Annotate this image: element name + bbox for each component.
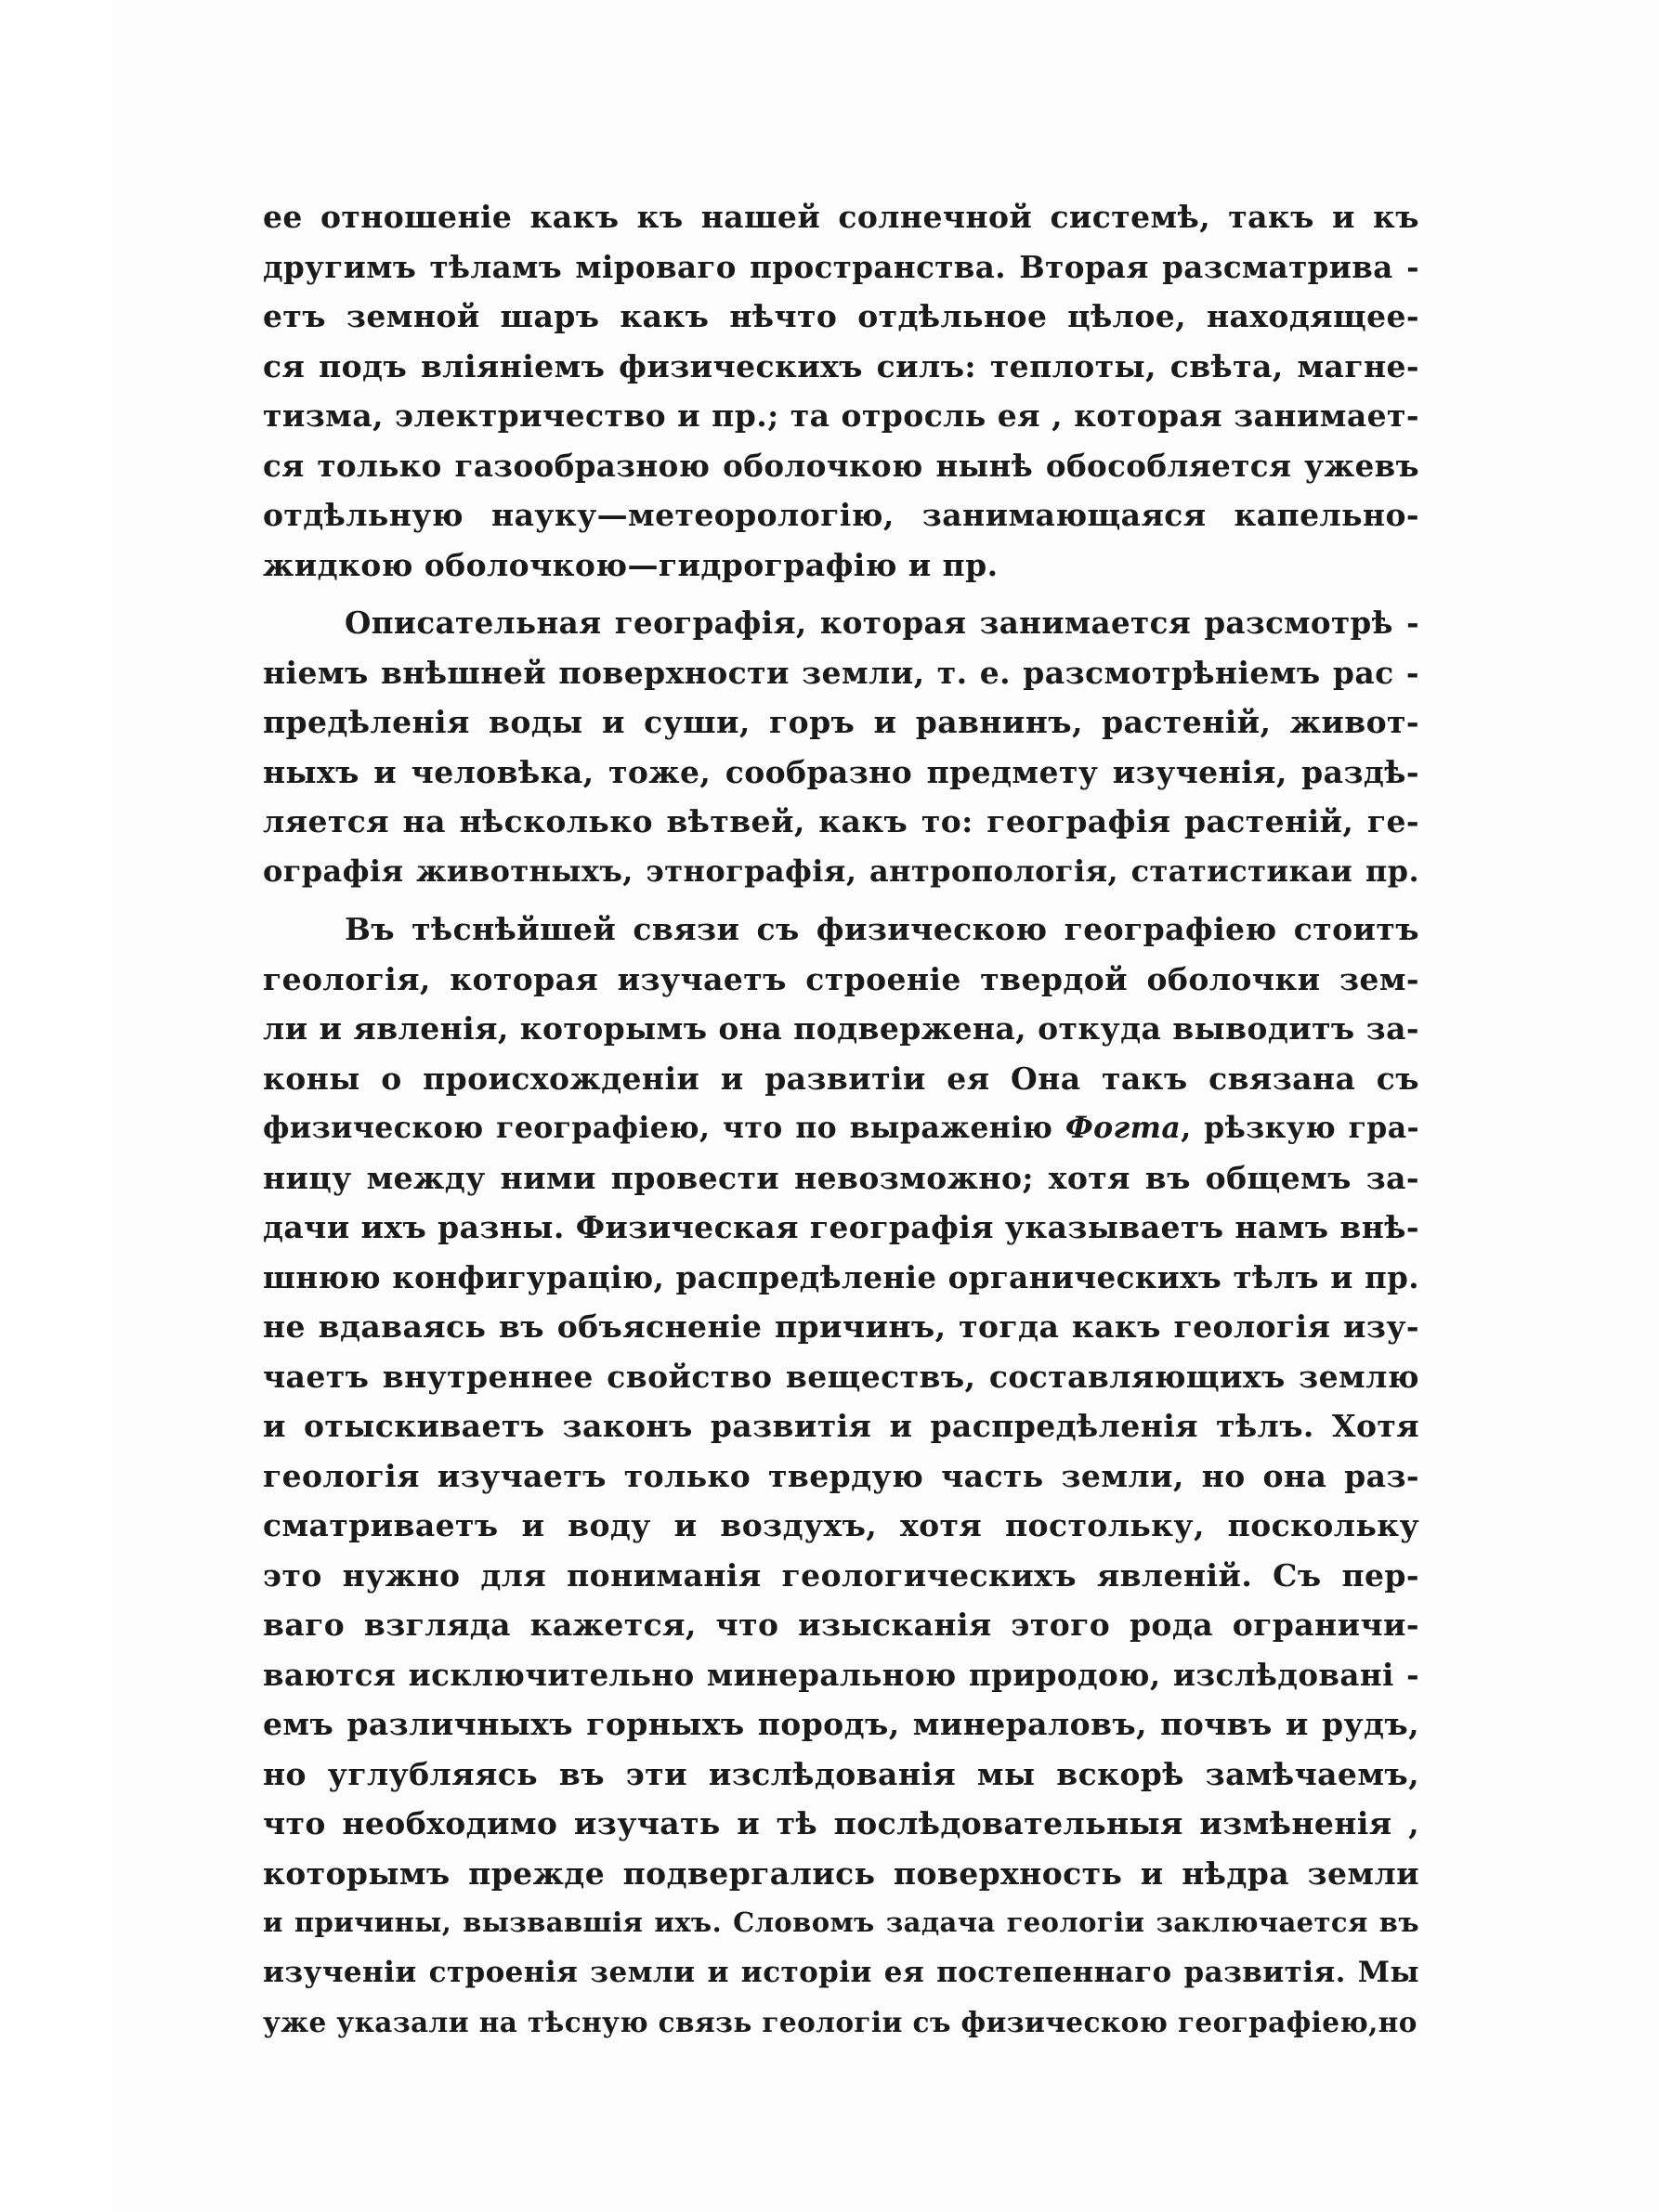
text-line: не вдаваясь въ объясненіе причинъ, тогда какъ геологія изу- bbox=[263, 1308, 1419, 1345]
text-line: и отыскиваетъ законъ развитія и распредѣленія тѣлъ. Хотя bbox=[263, 1408, 1419, 1444]
text-line: уже указали на тѣсную связь геологіи съ физическою географіею,но bbox=[263, 2006, 1417, 2038]
text-line: ніемъ внѣшней поверхности земли, т. е. разсмотрѣніемъ рас - bbox=[263, 654, 1419, 691]
author-name: Фогта bbox=[1065, 1111, 1182, 1145]
paragraph-3 bbox=[263, 904, 1419, 2048]
text-line: ныхъ и человѣка, тоже, сообразно предмету изученія, раздѣ- bbox=[263, 753, 1419, 790]
text-line: ли и явленія, которымъ она подвержена, откуда выводитъ за- bbox=[263, 1010, 1419, 1047]
text-line: коны о происхожденіи и развитіи ея Она такъ связана съ bbox=[263, 1060, 1419, 1097]
text-line: предѣленія воды и суши, горъ и равнинъ, растеній, живот- bbox=[263, 704, 1419, 740]
page-margin bbox=[0, 0, 110, 2212]
text-line: Въ тѣснѣйшей связи съ физическою географіею стоитъ bbox=[345, 911, 1419, 947]
text-segment: физическою географіею, что по выраженію bbox=[263, 1111, 1065, 1145]
text-line: другимъ тѣламъ міроваго пространства. Вторая разсматрива - bbox=[263, 248, 1419, 285]
text-line: и причины, вызвавшія ихъ. Словомъ задача геологіи заключается въ bbox=[263, 1906, 1419, 1938]
text-line: жидкою оболочкою—гидрографію и пр. bbox=[263, 546, 999, 583]
text-line: но углубляясь въ эти изслѣдованія мы вскорѣ замѣчаемъ, bbox=[263, 1755, 1419, 1792]
text-line: емъ различныхъ горныхъ породъ, минераловъ, почвъ и рудъ, bbox=[263, 1706, 1419, 1742]
text-line: это нужно для пониманія геологическихъ явленій. Съ пер- bbox=[263, 1556, 1419, 1594]
text-line: геологія изучаетъ только твердую часть земли, но она раз- bbox=[263, 1457, 1419, 1494]
text-segment: , рѣзкую гра- bbox=[1181, 1111, 1419, 1145]
text-line: Описательная географія, которая занимается разсмотрѣ - bbox=[345, 605, 1419, 641]
text-line: ваются исключительно минеральною природою, изслѣдовані - bbox=[263, 1656, 1419, 1693]
paragraph-1 bbox=[263, 192, 1419, 590]
text-line: сматриваетъ и воду и воздухъ, хотя постольку, поскольку bbox=[263, 1507, 1419, 1543]
text-line: изученіи строенія земли и исторіи ея постепеннаго развитія. Мы bbox=[263, 1955, 1419, 1989]
text-line: геологія, которая изучаетъ строеніе твердой оболочки зем- bbox=[263, 960, 1419, 997]
body-text bbox=[263, 192, 1419, 2048]
text-line: чаетъ внутреннее свойство веществъ, составляющихъ землю bbox=[263, 1358, 1419, 1395]
text-line: дачи ихъ разны. Физическая географія указываетъ намъ внѣ- bbox=[263, 1209, 1419, 1245]
text-line: етъ земной шаръ какъ нѣчто отдѣльное цѣлое, находящее- bbox=[263, 298, 1419, 334]
text-line: ографія животныхъ, этнографія, антропологія, статистикаи пр. bbox=[263, 852, 1419, 889]
text-line: ся подъ вліяніемъ физическихъ силъ: теплоты, свѣта, магне- bbox=[263, 347, 1419, 384]
text-line: ее отношеніе какъ къ нашей солнечной системѣ, такъ и къ bbox=[263, 199, 1419, 235]
text-line: ваго взгляда кажется, что изысканія этого рода ограничи- bbox=[263, 1607, 1419, 1643]
text-line bbox=[263, 1103, 1419, 1153]
text-line: что необходимо изучать и тѣ послѣдовательныя измѣненія , bbox=[263, 1805, 1419, 1841]
text-line: ницу между ними провести невозможно; хотя въ общемъ за- bbox=[263, 1159, 1419, 1196]
text-line: ляется на нѣсколько вѣтвей, какъ то: географія растеній, ге- bbox=[263, 803, 1419, 839]
text-line: тизма, электричество и пр.; та отросль ея , которая занимает- bbox=[263, 397, 1419, 434]
text-line: отдѣльную науку—метеорологію, занимающаяся капельно- bbox=[263, 497, 1419, 533]
text-line: которымъ прежде подвергались поверхность и нѣдра земли bbox=[263, 1854, 1419, 1892]
paragraph-2 bbox=[263, 598, 1419, 896]
text-line: ся только газообразною оболочкою нынѣ обособляется ужевъ bbox=[263, 447, 1419, 484]
text-line: шнюю конфигурацію, распредѣленіе органическихъ тѣлъ и пр. bbox=[263, 1258, 1419, 1295]
